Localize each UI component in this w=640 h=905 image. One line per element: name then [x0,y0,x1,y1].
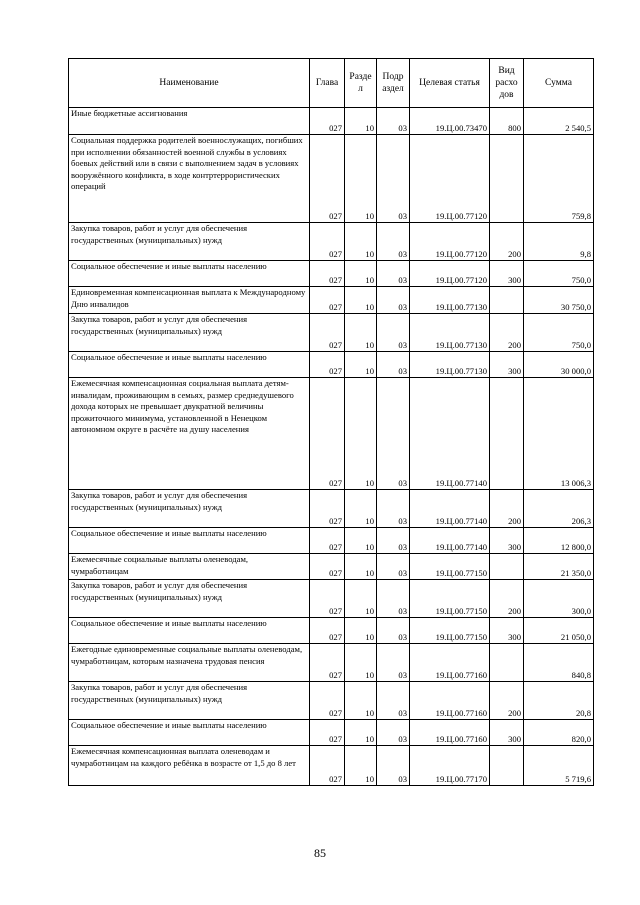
row-name: Единовременная компенсационная выплата к Международному Дню инвалидов [69,287,310,314]
row-target: 19.Ц.00.77130 [410,287,490,314]
table-row [69,135,594,223]
row-podrazdel: 03 [377,720,410,746]
row-podrazdel: 03 [377,287,410,314]
row-target: 19.Ц.00.77120 [410,135,490,223]
row-glava: 027 [310,490,345,528]
row-razdel: 10 [345,287,377,314]
row-sum: 820,0 [524,720,594,746]
row-target: 19.Ц.00.77150 [410,580,490,618]
row-name: Социальная поддержка родителей военнослужащих, погибших при исполнении обязанностей военной службы в условиях боевых действий или в связи с выполнением задач в условиях вооружённого конфликта, в ходе контртеррористических операций [69,135,310,223]
row-sum: 2 540,5 [524,108,594,135]
table-row [69,490,594,528]
table-body [69,108,594,786]
row-vid: 200 [490,682,524,720]
row-glava: 027 [310,223,345,261]
row-vid: 300 [490,618,524,644]
row-vid: 200 [490,223,524,261]
row-sum: 759,8 [524,135,594,223]
table-row [69,580,594,618]
budget-table [68,58,594,786]
table-row [69,644,594,682]
row-razdel: 10 [345,682,377,720]
row-glava: 027 [310,618,345,644]
row-glava: 027 [310,644,345,682]
row-razdel: 10 [345,490,377,528]
row-sum: 300,0 [524,580,594,618]
row-name: Ежемесячная компенсационная выплата оленеводам и чумработницам на каждого ребёнка в возрасте от 1,5 до 8 лет [69,746,310,786]
row-name: Закупка товаров, работ и услуг для обеспечения государственных (муниципальных) нужд [69,580,310,618]
table-row [69,378,594,490]
row-podrazdel: 03 [377,135,410,223]
row-name: Ежемесячная компенсационная социальная выплата детям-инвалидам, проживающим в семьях, размер среднедушевого дохода которых не превышает двукратной величины прожиточного минимума, установленной в Ненецком автономном округе в расчёте на душу населения [69,378,310,490]
row-glava: 027 [310,287,345,314]
row-name: Закупка товаров, работ и услуг для обеспечения государственных (муниципальных) нужд [69,314,310,352]
row-vid: 200 [490,490,524,528]
row-sum: 750,0 [524,314,594,352]
row-vid [490,554,524,580]
row-target: 19.Ц.00.77140 [410,378,490,490]
row-vid: 800 [490,108,524,135]
row-target: 19.Ц.00.77140 [410,490,490,528]
row-sum: 206,3 [524,490,594,528]
row-vid: 200 [490,580,524,618]
row-target: 19.Ц.00.77150 [410,618,490,644]
row-name: Закупка товаров, работ и услуг для обеспечения государственных (муниципальных) нужд [69,223,310,261]
row-vid [490,287,524,314]
row-sum: 13 006,3 [524,378,594,490]
row-podrazdel: 03 [377,261,410,287]
row-name: Социальное обеспечение и иные выплаты населению [69,720,310,746]
row-sum: 12 800,0 [524,528,594,554]
header-razdel: Разде л [345,59,377,108]
row-vid: 300 [490,261,524,287]
row-glava: 027 [310,554,345,580]
row-name: Социальное обеспечение и иные выплаты населению [69,618,310,644]
row-target: 19.Ц.00.77130 [410,314,490,352]
table-row [69,746,594,786]
row-razdel: 10 [345,223,377,261]
table-row [69,314,594,352]
row-razdel: 10 [345,108,377,135]
row-target: 19.Ц.00.77160 [410,720,490,746]
table-row [69,352,594,378]
row-podrazdel: 03 [377,618,410,644]
row-name: Социальное обеспечение и иные выплаты населению [69,261,310,287]
row-glava: 027 [310,682,345,720]
row-razdel: 10 [345,378,377,490]
row-podrazdel: 03 [377,223,410,261]
row-sum: 21 050,0 [524,618,594,644]
row-glava: 027 [310,108,345,135]
row-target: 19.Ц.00.77160 [410,682,490,720]
row-target: 19.Ц.00.73470 [410,108,490,135]
row-razdel: 10 [345,135,377,223]
row-glava: 027 [310,746,345,786]
table-row [69,682,594,720]
row-sum: 5 719,6 [524,746,594,786]
row-podrazdel: 03 [377,490,410,528]
row-vid: 200 [490,314,524,352]
row-razdel: 10 [345,528,377,554]
row-sum: 30 750,0 [524,287,594,314]
row-sum: 21 350,0 [524,554,594,580]
row-glava: 027 [310,580,345,618]
row-name: Ежемесячные социальные выплаты оленеводам, чумработницам [69,554,310,580]
table-row [69,287,594,314]
row-razdel: 10 [345,314,377,352]
row-podrazdel: 03 [377,554,410,580]
table-header-row [69,59,594,108]
header-podrazdel: Подр аздел [377,59,410,108]
row-vid [490,644,524,682]
row-sum: 30 000,0 [524,352,594,378]
table-row [69,720,594,746]
row-glava: 027 [310,720,345,746]
table-row [69,554,594,580]
row-razdel: 10 [345,746,377,786]
row-glava: 027 [310,135,345,223]
row-name: Ежегодные единовременные социальные выплаты оленеводам, чумработницам, которым назначена трудовая пенсия [69,644,310,682]
row-glava: 027 [310,378,345,490]
row-target: 19.Ц.00.77160 [410,644,490,682]
row-razdel: 10 [345,720,377,746]
row-name: Закупка товаров, работ и услуг для обеспечения государственных (муниципальных) нужд [69,682,310,720]
row-vid [490,746,524,786]
row-podrazdel: 03 [377,108,410,135]
header-vid: Вид расхо дов [490,59,524,108]
row-podrazdel: 03 [377,378,410,490]
row-podrazdel: 03 [377,746,410,786]
row-target: 19.Ц.00.77140 [410,528,490,554]
table-row [69,223,594,261]
row-name: Социальное обеспечение и иные выплаты населению [69,528,310,554]
row-podrazdel: 03 [377,528,410,554]
header-name: Наименование [69,59,310,108]
row-sum: 9,8 [524,223,594,261]
row-name: Социальное обеспечение и иные выплаты населению [69,352,310,378]
row-podrazdel: 03 [377,644,410,682]
row-razdel: 10 [345,644,377,682]
row-vid: 300 [490,352,524,378]
page-number: 85 [314,846,326,860]
row-vid: 300 [490,720,524,746]
row-sum: 750,0 [524,261,594,287]
row-name: Закупка товаров, работ и услуг для обеспечения государственных (муниципальных) нужд [69,490,310,528]
row-podrazdel: 03 [377,580,410,618]
row-podrazdel: 03 [377,352,410,378]
row-razdel: 10 [345,580,377,618]
row-razdel: 10 [345,554,377,580]
table-row [69,618,594,644]
row-razdel: 10 [345,618,377,644]
header-glava: Глава [310,59,345,108]
table-row [69,108,594,135]
row-razdel: 10 [345,261,377,287]
row-sum: 20,8 [524,682,594,720]
row-target: 19.Ц.00.77170 [410,746,490,786]
row-target: 19.Ц.00.77120 [410,223,490,261]
header-target: Целевая статья [410,59,490,108]
row-glava: 027 [310,261,345,287]
row-sum: 840,8 [524,644,594,682]
row-vid [490,135,524,223]
row-podrazdel: 03 [377,682,410,720]
row-target: 19.Ц.00.77150 [410,554,490,580]
row-glava: 027 [310,528,345,554]
row-target: 19.Ц.00.77130 [410,352,490,378]
row-target: 19.Ц.00.77120 [410,261,490,287]
row-razdel: 10 [345,352,377,378]
row-podrazdel: 03 [377,314,410,352]
row-glava: 027 [310,352,345,378]
header-sum: Сумма [524,59,594,108]
row-vid: 300 [490,528,524,554]
row-glava: 027 [310,314,345,352]
row-name: Иные бюджетные ассигнования [69,108,310,135]
table-row [69,528,594,554]
table-row [69,261,594,287]
row-vid [490,378,524,490]
